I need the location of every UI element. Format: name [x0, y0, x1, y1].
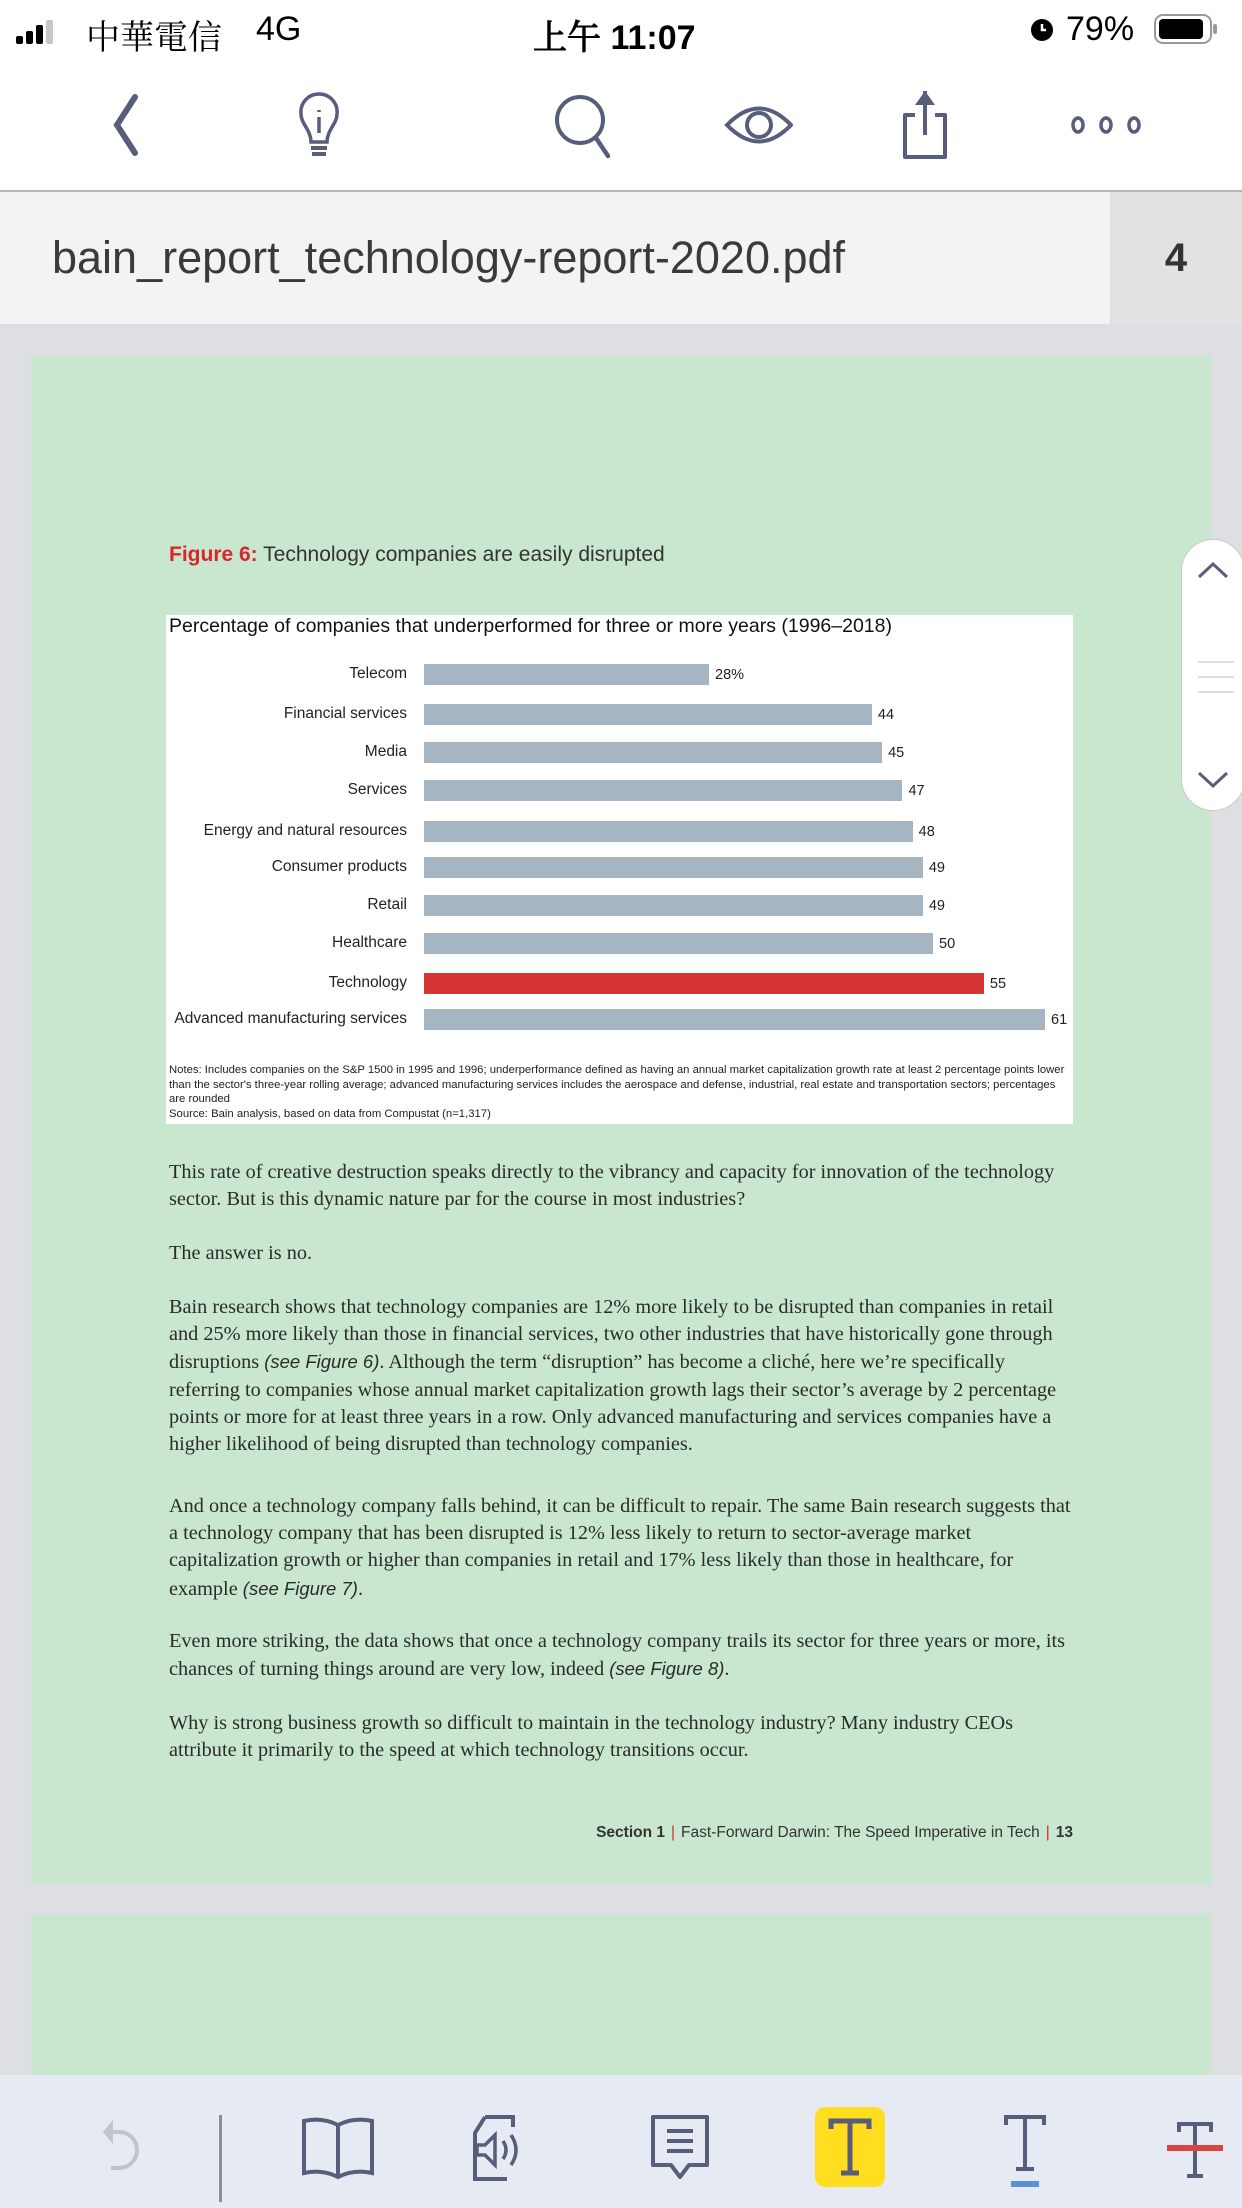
- bar-value-label: 28%: [715, 667, 745, 683]
- annotation-toolbar: [0, 2075, 1242, 2208]
- more-button[interactable]: [1066, 90, 1146, 160]
- undo-button[interactable]: [86, 2113, 156, 2183]
- paragraph-1: This rate of creative destruction speaks directly to the vibrancy and capacity for innovation of the technology sector. But is this dynamic nature par for the course in most industries?: [169, 1161, 1055, 1211]
- page-count-button[interactable]: 4: [1110, 192, 1242, 324]
- bar: [424, 1009, 1045, 1030]
- comment-icon: [645, 2113, 715, 2183]
- bar-label: Telecom: [349, 665, 407, 682]
- bar-chart: [166, 615, 1073, 1124]
- bar-label: Healthcare: [332, 934, 407, 951]
- back-button[interactable]: [90, 90, 160, 160]
- bar-label: Retail: [367, 896, 407, 913]
- bar-value-label: 61: [1051, 1012, 1068, 1028]
- info-button[interactable]: [284, 90, 354, 160]
- bar-value-label: 45: [888, 745, 905, 761]
- document-filename: bain_report_technology-report-2020.pdf: [52, 232, 846, 283]
- bar-value-label: 48: [918, 824, 935, 840]
- figure-label: Figure 6:: [169, 543, 258, 566]
- signal-icon: [16, 20, 66, 44]
- bar-label: Services: [347, 781, 407, 798]
- read-aloud-icon: [465, 2113, 535, 2183]
- paragraph-3: [169, 1294, 1074, 1458]
- underline-text-icon: [1000, 2113, 1050, 2173]
- battery-percent: 79%: [1066, 10, 1135, 48]
- paragraph-2: The answer is no.: [169, 1242, 313, 1264]
- read-aloud-button[interactable]: [460, 2113, 540, 2183]
- bar-value-label: 44: [877, 707, 895, 723]
- search-button[interactable]: [550, 90, 620, 160]
- book-icon: [298, 2113, 378, 2183]
- figure-reference-link[interactable]: (see Figure 7): [242, 1577, 358, 1599]
- figure-reference-link[interactable]: (see Figure 6): [264, 1351, 380, 1373]
- clock: 上午 11:07: [533, 19, 696, 57]
- network-type: 4G: [256, 10, 302, 48]
- underline-color-swatch: [1011, 2181, 1039, 2187]
- text: .: [724, 1658, 730, 1681]
- view-mode-button[interactable]: [723, 90, 793, 160]
- footer-page-number: 13: [1055, 1824, 1073, 1841]
- bar-value-label: 49: [928, 860, 945, 876]
- underline-text-button[interactable]: [990, 2105, 1060, 2195]
- text: . Although the term “disruption” has become a cliché, here we’re specifically referring to companies whose annual market capitalization growth lags their sector’s average by 2 percentage points or more for at least three years in a row. Only advanced manufacturing and services companies have a higher likelihood of being disrupted than technology companies.: [169, 1351, 1057, 1456]
- bar-value-label: 55: [989, 976, 1007, 992]
- chevron-down-icon[interactable]: [1196, 770, 1230, 790]
- chart-notes: [169, 1063, 1069, 1121]
- bar: [424, 664, 709, 685]
- source-text: Source: Bain analysis, based on data from Compustat (n=1,317): [169, 1107, 491, 1120]
- nav-bar: [0, 62, 1242, 192]
- back-icon: [105, 93, 145, 157]
- paragraph-6: Why is strong business growth so difficult to maintain in the technology industry? Many industry CEOs attribute it primarily to the speed at which technology transitions occur.: [169, 1712, 1014, 1762]
- toolbar-divider: [219, 2115, 222, 2202]
- bar: [424, 933, 933, 954]
- paragraph-4: [169, 1493, 1074, 1603]
- bar-label: Financial services: [283, 705, 407, 722]
- text: Even more striking, the data shows that once a technology company trails its sector for three years or more, its chances of turning things around are very low, indeed: [169, 1630, 1066, 1681]
- figure-title: [169, 543, 665, 567]
- info-bulb-icon: [297, 92, 341, 158]
- battery-icon: [1154, 14, 1218, 46]
- bar: [424, 704, 872, 725]
- bar: [424, 780, 902, 801]
- drag-handle-icon[interactable]: [1198, 660, 1234, 696]
- footer-section: Section 1: [596, 1824, 666, 1841]
- figure-reference-link[interactable]: (see Figure 8): [609, 1658, 725, 1680]
- comment-button[interactable]: [645, 2113, 715, 2183]
- highlight-text-button[interactable]: [815, 2107, 885, 2187]
- bar-value-label: 49: [928, 898, 945, 914]
- status-bar: [0, 0, 1242, 62]
- bar: [424, 742, 882, 763]
- text: .: [357, 1577, 364, 1600]
- bar-label: Technology: [328, 974, 407, 991]
- notes-text: Notes: Includes companies on the S&P 1500 in 1995 and 1996; underperformance defined as having an annual market capitalization growth rate at least 2 percentage points lower than the sector's three-year rolling average; advanced manufacturing services includes the aerospace and defense, industrial, real estate and transportation sectors; percentages are rounded: [169, 1064, 1065, 1105]
- footer-title: Fast-Forward Darwin: The Speed Imperative in Tech: [681, 1824, 1040, 1841]
- undo-icon: [101, 2118, 141, 2178]
- bar-label: Media: [364, 743, 407, 760]
- alarm-icon: [1028, 14, 1056, 44]
- search-icon: [552, 90, 618, 160]
- strikethrough-text-button[interactable]: [1160, 2105, 1230, 2195]
- bar: [424, 857, 923, 878]
- chevron-up-icon[interactable]: [1196, 560, 1230, 580]
- figure-caption: Technology companies are easily disrupted: [263, 543, 665, 566]
- eye-icon: [723, 100, 793, 150]
- bar-value-label: 50: [939, 936, 956, 952]
- bar-value-label: 47: [908, 783, 925, 799]
- bar: [424, 821, 913, 842]
- highlight-text-icon: [825, 2117, 875, 2177]
- text: And once a technology company falls behind, it can be difficult to repair. The same Bain research suggests that a technology company that has been disrupted is 12% less likely to return to sector-average market capitalization growth or higher than companies in retail and 17% less likely than those in healthcare, for example: [169, 1495, 1071, 1600]
- bar-label: Consumer products: [271, 858, 407, 875]
- reading-mode-button[interactable]: [298, 2113, 378, 2183]
- paragraph-5: [169, 1628, 1074, 1683]
- bar: [424, 973, 984, 994]
- carrier-name: 中華電信: [86, 19, 222, 57]
- pdf-page-next: [31, 1915, 1211, 2075]
- page-footer: Section 1 | Fast-Forward Darwin: The Speed Imperative in Tech | 13: [596, 1824, 1073, 1841]
- page-scroller[interactable]: [1181, 539, 1242, 811]
- share-button[interactable]: [890, 90, 960, 160]
- document-title-bar: [0, 192, 1110, 324]
- text: Bain research shows that technology companies are 12% more likely to be disrupted than companies in retail and 25% more likely than those in financial services, two other industries that have historically gone through disruptions: [169, 1296, 1054, 1374]
- share-icon: [897, 87, 953, 163]
- bar-label: Advanced manufacturing services: [174, 1010, 407, 1027]
- bar: [424, 895, 923, 916]
- more-icon: [1066, 110, 1146, 140]
- bar-label: Energy and natural resources: [203, 822, 407, 839]
- chart-title: Percentage of companies that underperformed for three or more years (1996–2018): [169, 615, 892, 637]
- strikethrough-text-icon: [1165, 2120, 1225, 2180]
